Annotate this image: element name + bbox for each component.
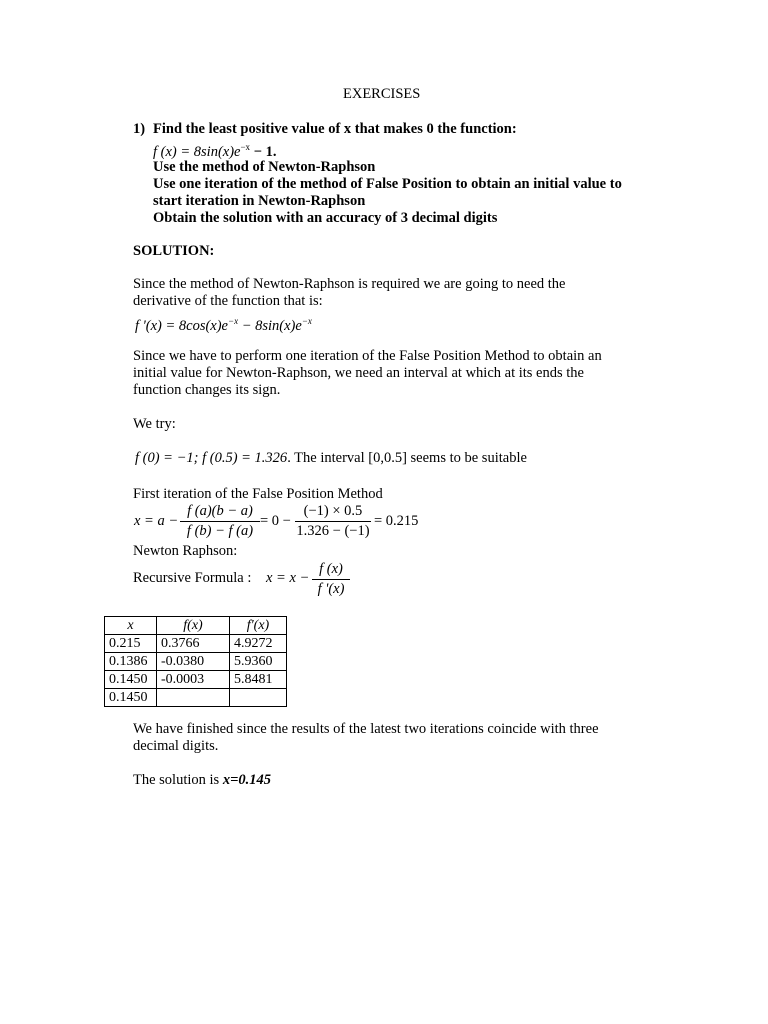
- requirement-2-line1: Use one iteration of the method of False Position to obtain an initial value to: [153, 176, 622, 192]
- cell-fx: -0.0380: [157, 653, 230, 671]
- table-row: [105, 689, 287, 707]
- recursive-numerator: f (x): [319, 561, 343, 577]
- cell-fx: -0.0003: [157, 671, 230, 689]
- cell-fx: [157, 689, 230, 707]
- fraction-bar: [312, 579, 350, 580]
- fp-fraction-1: [180, 503, 260, 540]
- requirement-2-line2: start iteration in Newton-Raphson: [153, 193, 366, 209]
- paragraph-3-line1: We have finished since the results of the latest two iterations coincide with three: [133, 721, 599, 737]
- fp-middle: = 0 −: [260, 513, 291, 529]
- table-row: [105, 671, 287, 689]
- derivative-term-1: f '(x) = 8cos(x)e: [135, 317, 228, 334]
- cell-x: 0.1450: [105, 689, 157, 707]
- derivative-formula: [135, 313, 312, 335]
- fraction-bar: [295, 521, 371, 522]
- fp-numerator-1: f (a)(b − a): [187, 503, 253, 519]
- recursive-formula-label: Recursive Formula :: [133, 570, 252, 586]
- recursive-denominator: f '(x): [317, 581, 345, 597]
- false-position-heading: First iteration of the False Position Method: [133, 486, 383, 502]
- table-header-row: [105, 617, 287, 635]
- cell-fx: 0.3766: [157, 635, 230, 653]
- solution-heading: SOLUTION:: [133, 243, 215, 259]
- derivative-exponent-1: −x: [228, 316, 239, 326]
- fp-numerator-2: (−1) × 0.5: [303, 503, 363, 519]
- header-dfx: f'(x): [230, 617, 287, 635]
- answer-value: x=0.145: [222, 772, 271, 788]
- fp-result: = 0.215: [374, 513, 419, 529]
- problem-number: 1): [133, 121, 146, 137]
- trial-comment: . The interval [0,0.5] seems to be suitable: [287, 450, 527, 466]
- header-x: x: [105, 617, 157, 635]
- cell-dfx: 4.9272: [230, 635, 287, 653]
- fp-denominator-2: 1.326 − (−1): [296, 523, 370, 539]
- fp-lhs: x = a −: [134, 513, 179, 529]
- requirement-3: Obtain the solution with an accuracy of 3 decimal digits: [153, 210, 498, 226]
- table-row: [105, 653, 287, 671]
- we-try-label: We try:: [133, 416, 176, 432]
- iteration-table: [104, 616, 287, 707]
- derivative-term-2: − 8sin(x)e: [238, 317, 302, 334]
- cell-x: 0.1450: [105, 671, 157, 689]
- header-fx: f(x): [157, 617, 230, 635]
- problem-function: [153, 139, 276, 161]
- cell-dfx: 5.8481: [230, 671, 287, 689]
- paragraph-2-line2: initial value for Newton-Raphson, we need an interval at which at its ends the: [133, 365, 584, 381]
- answer-prefix: The solution is: [133, 772, 223, 788]
- function-exponent: −x: [240, 142, 251, 152]
- paragraph-3-line2: decimal digits.: [133, 738, 219, 754]
- page-title: EXERCISES: [343, 86, 421, 102]
- cell-x: 0.1386: [105, 653, 157, 671]
- cell-dfx: [230, 689, 287, 707]
- trial-equation: f (0) = −1; f (0.5) = 1.326: [135, 450, 288, 466]
- trial-values: [135, 450, 527, 467]
- cell-dfx: 5.9360: [230, 653, 287, 671]
- problem-statement: Find the least positive value of x that makes 0 the function:: [153, 121, 517, 137]
- paragraph-2-line3: function changes its sign.: [133, 382, 281, 398]
- derivative-exponent-2: −x: [301, 316, 312, 326]
- recursive-lhs: x = x −: [266, 570, 310, 586]
- recursive-fraction: [312, 561, 350, 598]
- cell-x: 0.215: [105, 635, 157, 653]
- final-answer: [133, 772, 271, 789]
- newton-raphson-heading: Newton Raphson:: [133, 543, 238, 559]
- table-row: [105, 635, 287, 653]
- paragraph-1-line1: Since the method of Newton-Raphson is required we are going to need the: [133, 276, 566, 292]
- fraction-bar: [180, 521, 260, 522]
- paragraph-2-line1: Since we have to perform one iteration of the False Position Method to obtain an: [133, 348, 602, 364]
- fp-denominator-1: f (b) − f (a): [186, 523, 254, 539]
- function-body: f (x) = 8sin(x)e: [153, 143, 241, 160]
- fp-fraction-2: [295, 503, 371, 540]
- requirement-1: Use the method of Newton-Raphson: [153, 159, 376, 175]
- paragraph-1-line2: derivative of the function that is:: [133, 293, 323, 309]
- function-tail: − 1.: [250, 143, 277, 160]
